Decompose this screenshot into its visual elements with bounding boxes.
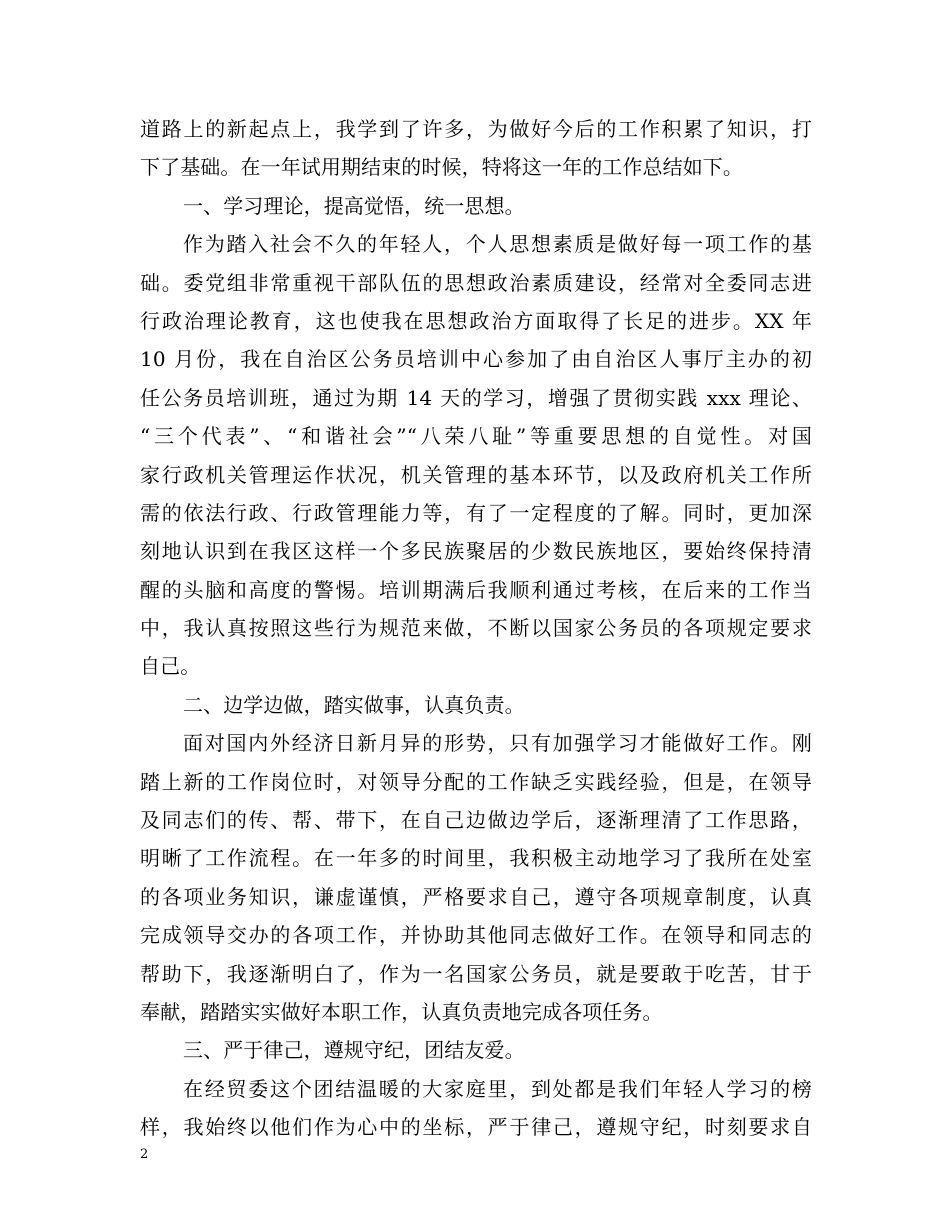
text-line: 面对国内外经济日新月异的形势，只有加强学习才能做好工作。刚 [183,731,812,756]
text-line: 刻地认识到在我区这样一个多民族聚居的少数民族地区，要始终保持清 [140,539,812,564]
text-line: 10 月份，我在自治区公务员培训中心参加了由自治区人事厅主办的初 [140,347,812,372]
section-heading: 一、学习理论，提高觉悟，统一思想。 [183,193,525,218]
text-line: 任公务员培训班，通过为期 14 天的学习，增强了贯彻实践 xxx 理论、 [140,385,812,410]
text-line: 道路上的新起点上，我学到了许多，为做好今后的工作积累了知识，打 [140,117,812,141]
text-line: 踏上新的工作岗位时，对领导分配的工作缺乏实践经验，但是，在领导 [140,769,812,794]
text-line: 家行政机关管理运作状况，机关管理的基本环节，以及政府机关工作所 [140,462,812,487]
section-heading: 二、边学边做，踏实做事，认真负责。 [183,692,525,717]
text-line: 需的依法行政、行政管理能力等，有了一定程度的了解。同时，更加深 [140,500,812,525]
text-line: 在经贸委这个团结温暖的大家庭里，到处都是我们年轻人学习的榜 [183,1076,812,1101]
text-line: 行政治理论教育，这也使我在思想政治方面取得了长足的进步。XX 年 [140,308,812,333]
page-number: 2 [140,1147,149,1162]
text-line: 完成领导交办的各项工作，并协助其他同志做好工作。在领导和同志的 [140,923,812,948]
text-line: 样，我始终以他们作为心中的坐标，严于律己，遵规守纪，时刻要求自 [140,1115,812,1140]
text-line: 帮助下，我逐渐明白了，作为一名国家公务员，就是要敢于吃苦，甘于 [140,961,812,986]
text-line: 及同志们的传、帮、带下，在自己边做边学后，逐渐理清了工作思路， [140,808,812,833]
section-heading: 三、严于律己，遵规守纪，团结友爱。 [183,1038,525,1063]
text-line: 中，我认真按照这些行为规范来做，不断以国家公务员的各项规定要求 [140,616,812,641]
text-line: “三个代表”、“和谐社会”“八荣八耻”等重要思想的自觉性。对国 [140,424,812,449]
text-line: 下了基础。在一年试用期结束的时候，特将这一年的工作总结如下。 [140,155,743,180]
text-line: 础。委党组非常重视干部队伍的思想政治素质建设，经常对全委同志进 [140,270,812,295]
text-line: 奉献，踏踏实实做好本职工作，认真负责地完成各项任务。 [140,999,663,1024]
text-line: 明晰了工作流程。在一年多的时间里，我积极主动地学习了我所在处室 [140,846,812,871]
text-line: 自己。 [140,654,201,679]
text-line: 作为踏入社会不久的年轻人，个人思想素质是做好每一项工作的基 [183,232,812,257]
document-body [140,110,812,1147]
text-line: 醒的头脑和高度的警惕。培训期满后我顺利通过考核，在后来的工作当 [140,577,812,602]
text-line: 的各项业务知识，谦虚谨慎，严格要求自己，遵守各项规章制度，认真 [140,884,812,909]
